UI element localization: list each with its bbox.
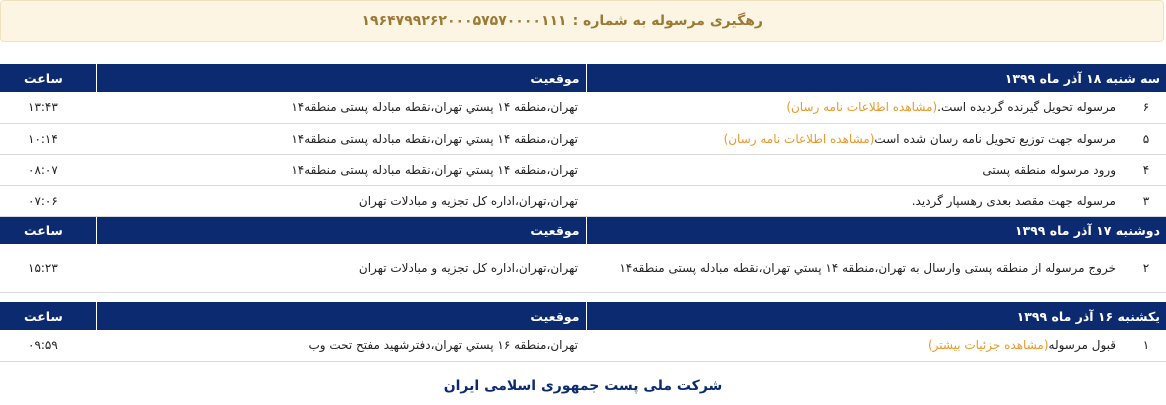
group-date: سه شنبه ۱۸ آذر ماه ۱۳۹۹ [586,64,1166,92]
table-row [0,92,1166,123]
row-index: ۴ [1126,154,1166,185]
location-header: موقعیت [96,302,586,330]
row-location: تهران،منطقه ۱۴ پستي تهران،نقطه مبادله پستی منطقه۱۴ [96,123,586,154]
row-time: ۰۷:۰۶ [0,185,96,216]
time-header: ساعت [0,302,96,330]
row-location: تهران،منطقه ۱۶ پستي تهران،دفترشهید مفتح تحت وب [96,330,586,361]
row-description: مرسوله جهت مقصد بعدی رهسپار گردید. [586,185,1126,216]
group-date: دوشنبه ۱۷ آذر ماه ۱۳۹۹ [586,216,1166,244]
row-location: تهران،تهران،اداره کل تجزیه و مبادلات تهران [96,185,586,216]
row-time: ۰۸:۰۷ [0,154,96,185]
group-date: یکشنبه ۱۶ آذر ماه ۱۳۹۹ [586,302,1166,330]
row-index: ۶ [1126,92,1166,123]
row-location: تهران،تهران،اداره کل تجزیه و مبادلات تهران [96,244,586,292]
row-index: ۵ [1126,123,1166,154]
row-index: ۱ [1126,330,1166,361]
row-description: خروج مرسوله از منطقه پستی وارسال به تهران،منطقه ۱۴ پستي تهران،نقطه مبادله پستی منطقه۱۴ [586,244,1126,292]
tracking-banner [0,0,1164,42]
view-carrier-info-link[interactable]: (مشاهده اطلاعات نامه رسان) [723,131,875,146]
group-header [0,216,1166,244]
row-description-text: قبول مرسوله [1048,338,1116,353]
table-row [0,244,1166,292]
tracking-label: رهگیری مرسوله به شماره : [572,13,763,29]
row-index: ۲ [1126,244,1166,292]
time-header: ساعت [0,64,96,92]
row-time: ۱۳:۴۳ [0,92,96,123]
row-location: تهران،منطقه ۱۴ پستي تهران،نقطه مبادله پستی منطقه۱۴ [96,92,586,123]
view-carrier-info-link[interactable]: (مشاهده اطلاعات نامه رسان) [786,100,938,115]
row-description [586,123,1126,154]
group-header [0,64,1166,92]
row-description [586,330,1126,361]
row-time: ۱۰:۱۴ [0,123,96,154]
group-header [0,302,1166,330]
table-row [0,185,1166,216]
location-header: موقعیت [96,64,586,92]
row-description: ورود مرسوله منطقه پستی [586,154,1126,185]
tracking-table [0,64,1166,362]
table-row [0,154,1166,185]
row-description [586,92,1126,123]
table-row [0,330,1166,361]
tracking-number: ۱۹۶۴۷۹۹۲۶۲۰۰۰۵۷۵۷۰۰۰۰۱۱۱ [361,13,567,29]
row-index: ۳ [1126,185,1166,216]
row-description-text: مرسوله تحویل گیرنده گردیده است. [937,100,1116,115]
row-description-text: مرسوله جهت توزیع تحویل نامه رسان شده است [874,131,1116,146]
footer-company-name: شرکت ملی پست جمهوری اسلامی ایران [443,378,723,394]
row-location: تهران،منطقه ۱۴ پستي تهران،نقطه مبادله پستی منطقه۱۴ [96,154,586,185]
table-row [0,123,1166,154]
view-more-details-link[interactable]: (مشاهده جزئیات بیشتر) [927,338,1049,353]
row-time: ۱۵:۲۳ [0,244,96,292]
time-header: ساعت [0,216,96,244]
row-time: ۰۹:۵۹ [0,330,96,361]
location-header: موقعیت [96,216,586,244]
